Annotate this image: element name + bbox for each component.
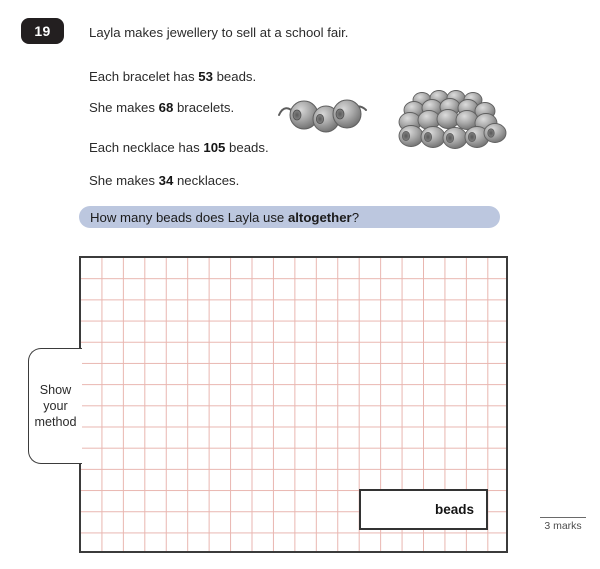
statement-text-pre: She makes [89,173,159,188]
answer-input-box[interactable] [359,489,488,530]
question-number-badge [21,18,64,44]
marks-label: 3 marks [544,520,582,532]
statement-value: 34 [158,173,174,188]
statement-text-post: necklaces. [173,173,240,188]
statement-value: 68 [158,100,174,115]
statement-text-pre: Each bracelet has [89,69,199,84]
necklace-beads-pile-illustration [396,85,508,155]
answer-unit-label: beads [434,502,474,517]
question-prompt-banner [79,206,500,228]
statement-value: 105 [203,140,226,155]
statement-text-post: bracelets. [173,100,235,115]
statement-bracelets-made [89,100,234,116]
question-number: 19 [34,23,51,39]
prompt-emphasis: altogether [287,209,352,225]
bracelet-beads-illustration [275,95,370,140]
show-your-method-label [34,382,76,430]
question-prompt-text [90,210,359,225]
statement-necklace-beads [89,140,269,156]
statement-bracelet-beads [89,69,256,85]
tab-label-line-1: Show [39,383,72,397]
tab-label-line-2: your [43,399,68,413]
tab-label-line-3: method [34,415,77,429]
marks-indicator [538,517,588,532]
question-intro-text: Layla makes jewellery to sell at a school fair. [89,25,349,40]
statement-text-pre: Each necklace has [89,140,204,155]
statement-necklaces-made [89,173,239,189]
statement-text-pre: She makes [89,100,159,115]
prompt-text-post: ? [351,209,360,225]
show-your-method-tab [28,348,82,464]
marks-rule [540,517,586,518]
statement-text-post: beads. [212,69,257,84]
statement-text-post: beads. [225,140,269,155]
statement-value: 53 [198,69,213,84]
prompt-text-pre: How many beads does Layla use [90,209,288,225]
